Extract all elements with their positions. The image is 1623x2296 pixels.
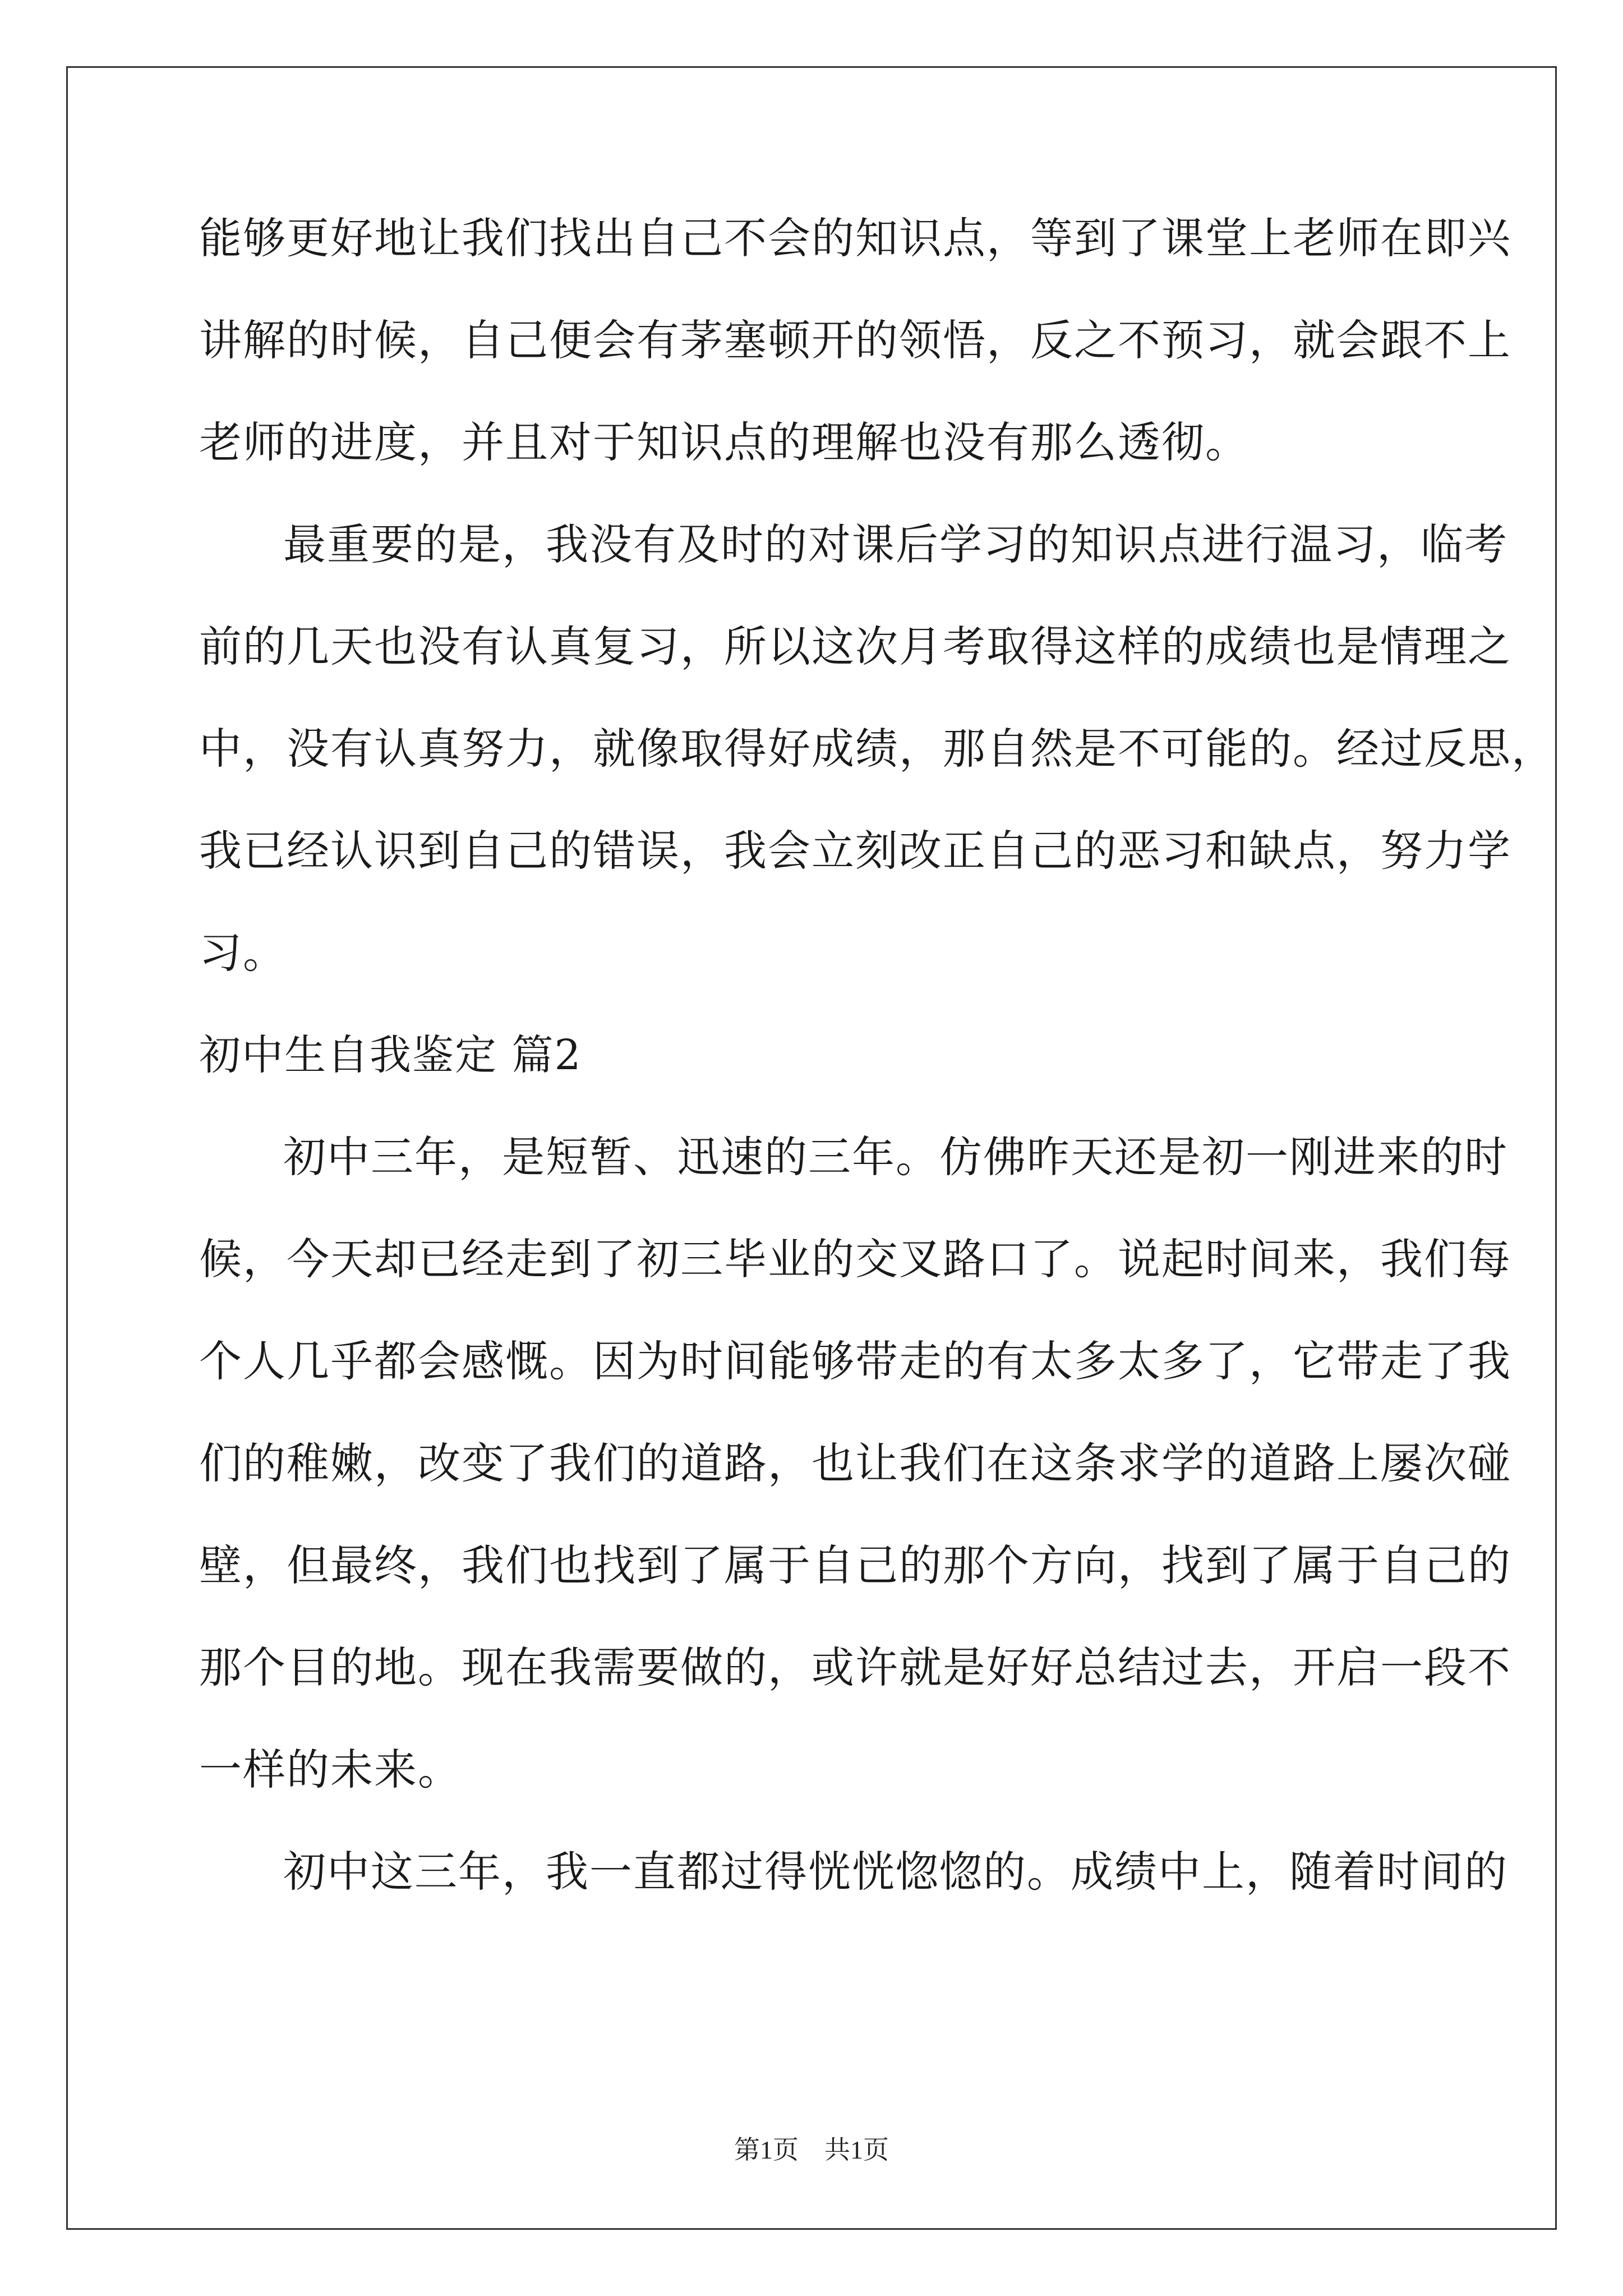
text-line: 候，今天却已经走到了初三毕业的交叉路口了。说起时间来，我们每: [199, 1234, 1511, 1284]
text-line: 那个目的地。现在我需要做的，或许就是好好总结过去，开启一段不: [199, 1642, 1511, 1692]
text-line: 初中三年，是短暂、迅速的三年。仿佛昨天还是初一刚进来的时: [283, 1132, 1508, 1182]
text-line: 最重要的是，我没有及时的对课后学习的知识点进行温习，临考: [283, 519, 1508, 569]
text-line: 们的稚嫩，改变了我们的道路，也让我们在这条求学的道路上屡次碰: [199, 1438, 1511, 1488]
text-line: 习。: [199, 928, 287, 978]
text-line: 我已经认识到自己的错误，我会立刻改正自己的恶习和缺点，努力学: [199, 826, 1511, 876]
text-line: 讲解的时候，自己便会有茅塞顿开的领悟，反之不预习，就会跟不上: [199, 315, 1511, 365]
text-line: 能够更好地让我们找出自己不会的知识点，等到了课堂上老师在即兴: [199, 213, 1511, 263]
text-line: 老师的进度，并且对于知识点的理解也没有那么透彻。: [199, 417, 1249, 467]
text-line: 前的几天也没有认真复习，所以这次月考取得这样的成绩也是情理之: [199, 622, 1511, 671]
text-line: 个人几乎都会感慨。因为时间能够带走的有太多太多了，它带走了我: [199, 1336, 1511, 1386]
text-line: 壁，但最终，我们也找到了属于自己的那个方向，找到了属于自己的: [199, 1540, 1511, 1590]
section-heading: 初中生自我鉴定 篇2: [199, 1031, 582, 1079]
text-line: 一样的未来。: [199, 1745, 462, 1795]
text-line: 中，没有认真努力，就像取得好成绩，那自然是不可能的。经过反思，: [199, 724, 1555, 774]
text-line: 初中这三年，我一直都过得恍恍惚惚的。成绩中上，随着时间的: [283, 1847, 1508, 1897]
page-footer: 第1页 共1页: [734, 2136, 889, 2164]
